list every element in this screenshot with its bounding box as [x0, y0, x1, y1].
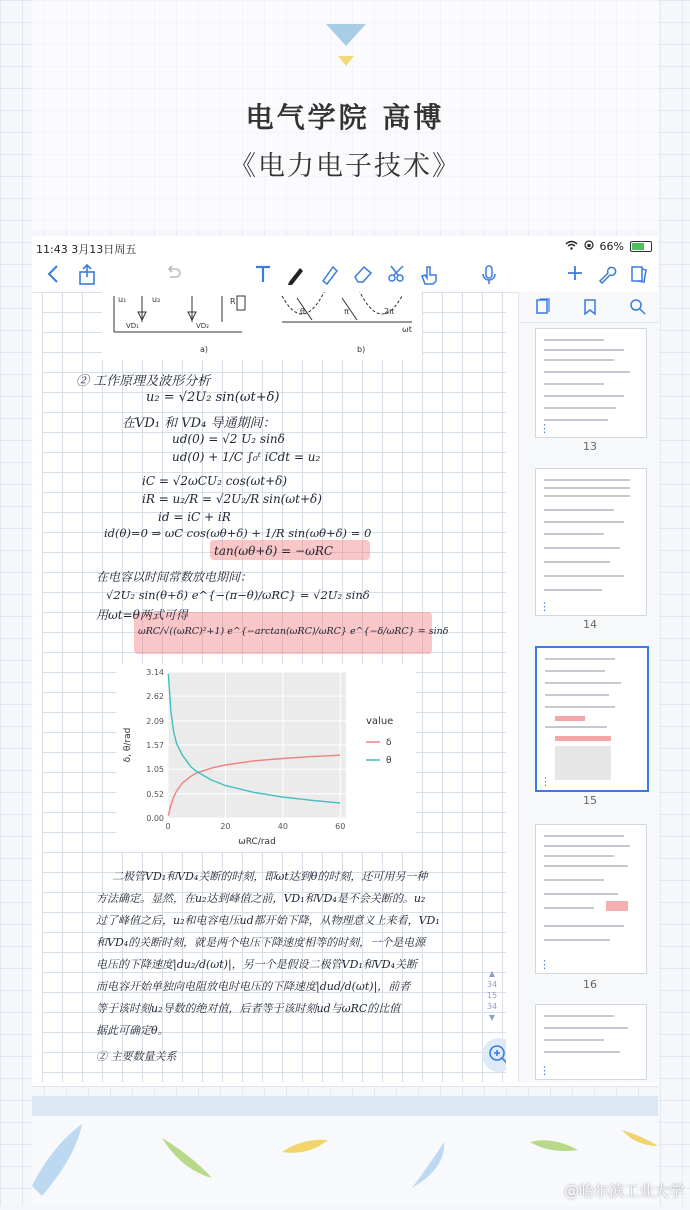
y-axis-label: δ, θ/rad [123, 727, 133, 763]
note-line: tan(ωθ+δ) = −ωRC [214, 544, 334, 558]
fig-label-pi: π [344, 307, 349, 316]
y-tick-label: 1.05 [146, 765, 164, 775]
battery-percent: 66% [599, 240, 624, 253]
share-icon[interactable] [74, 263, 100, 287]
scroll-up-icon[interactable]: ▲ [488, 969, 496, 978]
note-line: id = iC + iR [158, 510, 231, 524]
x-tick-label: 20 [220, 822, 231, 831]
thumbnail-page-16[interactable] [535, 824, 647, 974]
legend-title: value [366, 716, 394, 727]
small-triangle-decoration-icon [338, 56, 354, 66]
circuit-figure [102, 292, 422, 360]
paragraph-line: ② 主要数量关系 [96, 1050, 177, 1063]
note-line: ② 工作原理及波形分析 [76, 374, 211, 389]
thumbnail-page-15[interactable] [535, 646, 649, 792]
settings-icon[interactable] [594, 263, 620, 287]
fig-label-wt: ωt [402, 325, 412, 334]
note-line: iR = u₂/R = √2U₂/R sin(ωt+δ) [142, 492, 322, 506]
x-tick-label: 60 [335, 822, 346, 831]
text-tool-icon[interactable] [250, 263, 276, 287]
eraser-icon[interactable] [350, 263, 376, 287]
thumbnail-page-number: 15 [583, 794, 597, 807]
document-page[interactable] [42, 292, 506, 1082]
x-tick-labels [165, 822, 345, 831]
page-scroll-markers[interactable] [482, 968, 502, 1023]
battery-icon [630, 241, 652, 252]
fig-label-theta: θ [300, 307, 305, 316]
tablet-screenshot [32, 236, 658, 1087]
marker: 34 [486, 1002, 498, 1011]
header-title: 电气学院 高博 [245, 101, 445, 134]
figure-label-b: b) [357, 345, 366, 354]
back-icon[interactable] [40, 263, 66, 287]
note-line: 用ωt=θ两式可得 [96, 608, 188, 622]
orientation-lock-icon [584, 240, 594, 253]
zoom-in-icon [482, 1038, 506, 1072]
thumbnail-page-number: 16 [583, 978, 597, 991]
watermark: @哈尔滨工业大学 [563, 1182, 684, 1200]
fig-label-u1: u₁ [118, 295, 127, 304]
y-tick-label: 3.14 [146, 668, 164, 677]
note-line: ωRC/√((ωRC)²+1) e^{−arctan(ωRC)/ωRC} e^{−δ/ωRC} = sinδ [138, 626, 449, 637]
thumbnail-menu-icon[interactable]: ⋮ [539, 958, 550, 971]
search-icon[interactable] [629, 298, 647, 316]
fig-label-r: R [230, 297, 236, 306]
paragraph-line: 而电容开始单独向电阻放电时电压的下降速度|dud/d(ωt)|，前者 [96, 980, 411, 993]
paragraph-line: 等于该时刻u₂导数的绝对值，后者等于该时刻ud与ωRC的比值 [96, 1002, 401, 1015]
highlighter-icon[interactable] [316, 263, 342, 287]
paragraph-line: 过了峰值之后，u₂和电容电压ud都开始下降，从物理意义上来看，VD₁ [96, 914, 440, 927]
thumbnail-tabs [519, 292, 659, 323]
note-line: id(θ)=0 ⇒ ωC cos(ωθ+δ) + 1/R sin(ωθ+δ) = 0 [104, 526, 372, 540]
status-bar [32, 236, 658, 258]
note-line: iC = √2ωCU₂ cos(ωt+δ) [142, 474, 288, 488]
marker: 34 [486, 980, 498, 989]
y-tick-label: 2.62 [146, 692, 164, 702]
thumbnail-sidebar [518, 292, 659, 1082]
note-line: √2U₂ sin(θ+δ) e^{−(π−θ)/ωRC} = √2U₂ sinδ [106, 588, 370, 602]
thumbnail-page-number: 13 [583, 440, 597, 453]
lasso-icon[interactable] [384, 263, 410, 287]
paragraph-line: 电压的下降速度|du₂/d(ωt)|，另一个是假设二极管VD₁和VD₄关断 [96, 958, 418, 971]
marker: 15 [486, 991, 498, 1000]
status-time: 11:43 3月13日周五 [36, 243, 137, 256]
fig-label-u2: u₂ [152, 295, 161, 304]
wifi-icon [565, 240, 578, 253]
undo-icon[interactable] [160, 263, 186, 287]
x-tick-label: 40 [277, 822, 288, 831]
scroll-down-icon[interactable]: ▼ [488, 1013, 496, 1022]
y-tick-label: 0.00 [146, 814, 164, 823]
thumbnail-menu-icon[interactable]: ⋮ [539, 422, 550, 435]
thumbnail-menu-icon[interactable]: ⋮ [540, 775, 551, 788]
thumbnail-page-17[interactable] [535, 1004, 647, 1080]
paragraph-line: 据此可确定θ。 [96, 1024, 169, 1037]
y-tick-label: 2.09 [146, 716, 164, 726]
pages-icon[interactable] [626, 263, 652, 287]
bottom-band [32, 1096, 658, 1116]
header-subtitle: 《电力电子技术》 [229, 151, 461, 182]
zoom-button[interactable] [482, 1038, 506, 1072]
triangle-decoration-icon [326, 24, 366, 46]
legend [366, 738, 392, 766]
note-line: 在电容以时间常数放电期间： [96, 570, 253, 584]
note-line: 在VD₁ 和 VD₄ 导通期间： [122, 416, 276, 431]
note-line: ud(0) + 1/C ∫₀ᵗ iCdt = u₂ [172, 450, 321, 464]
add-icon[interactable] [562, 263, 588, 287]
thumbnails-tab-icon[interactable] [535, 298, 551, 316]
figure-label-a: a) [200, 345, 209, 354]
hand-icon[interactable] [416, 263, 442, 287]
x-tick-label: 0 [165, 822, 171, 831]
line-chart [116, 664, 416, 852]
pen-icon[interactable] [282, 263, 308, 287]
thumbnail-page-13[interactable] [535, 328, 647, 438]
bookmark-icon[interactable] [583, 298, 597, 316]
y-tick-label: 1.57 [146, 741, 164, 750]
y-tick-label: 0.52 [146, 789, 164, 799]
fig-label-2pi: 2π [384, 307, 394, 316]
y-tick-labels [146, 668, 164, 823]
paragraph-line: 和VD₄的关断时刻，就是两个电压下降速度相等的时刻，一个是电源 [96, 936, 426, 949]
thumbnail-menu-icon[interactable]: ⋮ [539, 1064, 550, 1077]
thumbnail-page-number: 14 [583, 618, 597, 631]
note-line: ud(0) = √2 U₂ sinδ [172, 432, 285, 446]
paragraph-line: 方法确定。显然，在u₂达到峰值之前，VD₁和VD₄是不会关断的。u₂ [96, 892, 426, 905]
legend-label: δ [386, 738, 392, 748]
fig-label-vd1: VD₁ [126, 322, 139, 330]
thumbnail-page-14[interactable] [535, 468, 647, 616]
toolbar [32, 258, 658, 293]
paragraph-line: 二极管VD₁和VD₄关断的时刻，即ωt达到θ的时刻，还可用另一种 [112, 870, 428, 883]
note-line: u₂ = √2U₂ sin(ωt+δ) [146, 390, 280, 405]
microphone-icon[interactable] [476, 263, 502, 287]
legend-label: θ [386, 756, 392, 766]
thumbnail-menu-icon[interactable]: ⋮ [539, 600, 550, 613]
fig-label-vd2: VD₂ [196, 322, 209, 330]
chart-box [116, 664, 416, 852]
x-axis-label: ωRC/rad [238, 837, 276, 847]
